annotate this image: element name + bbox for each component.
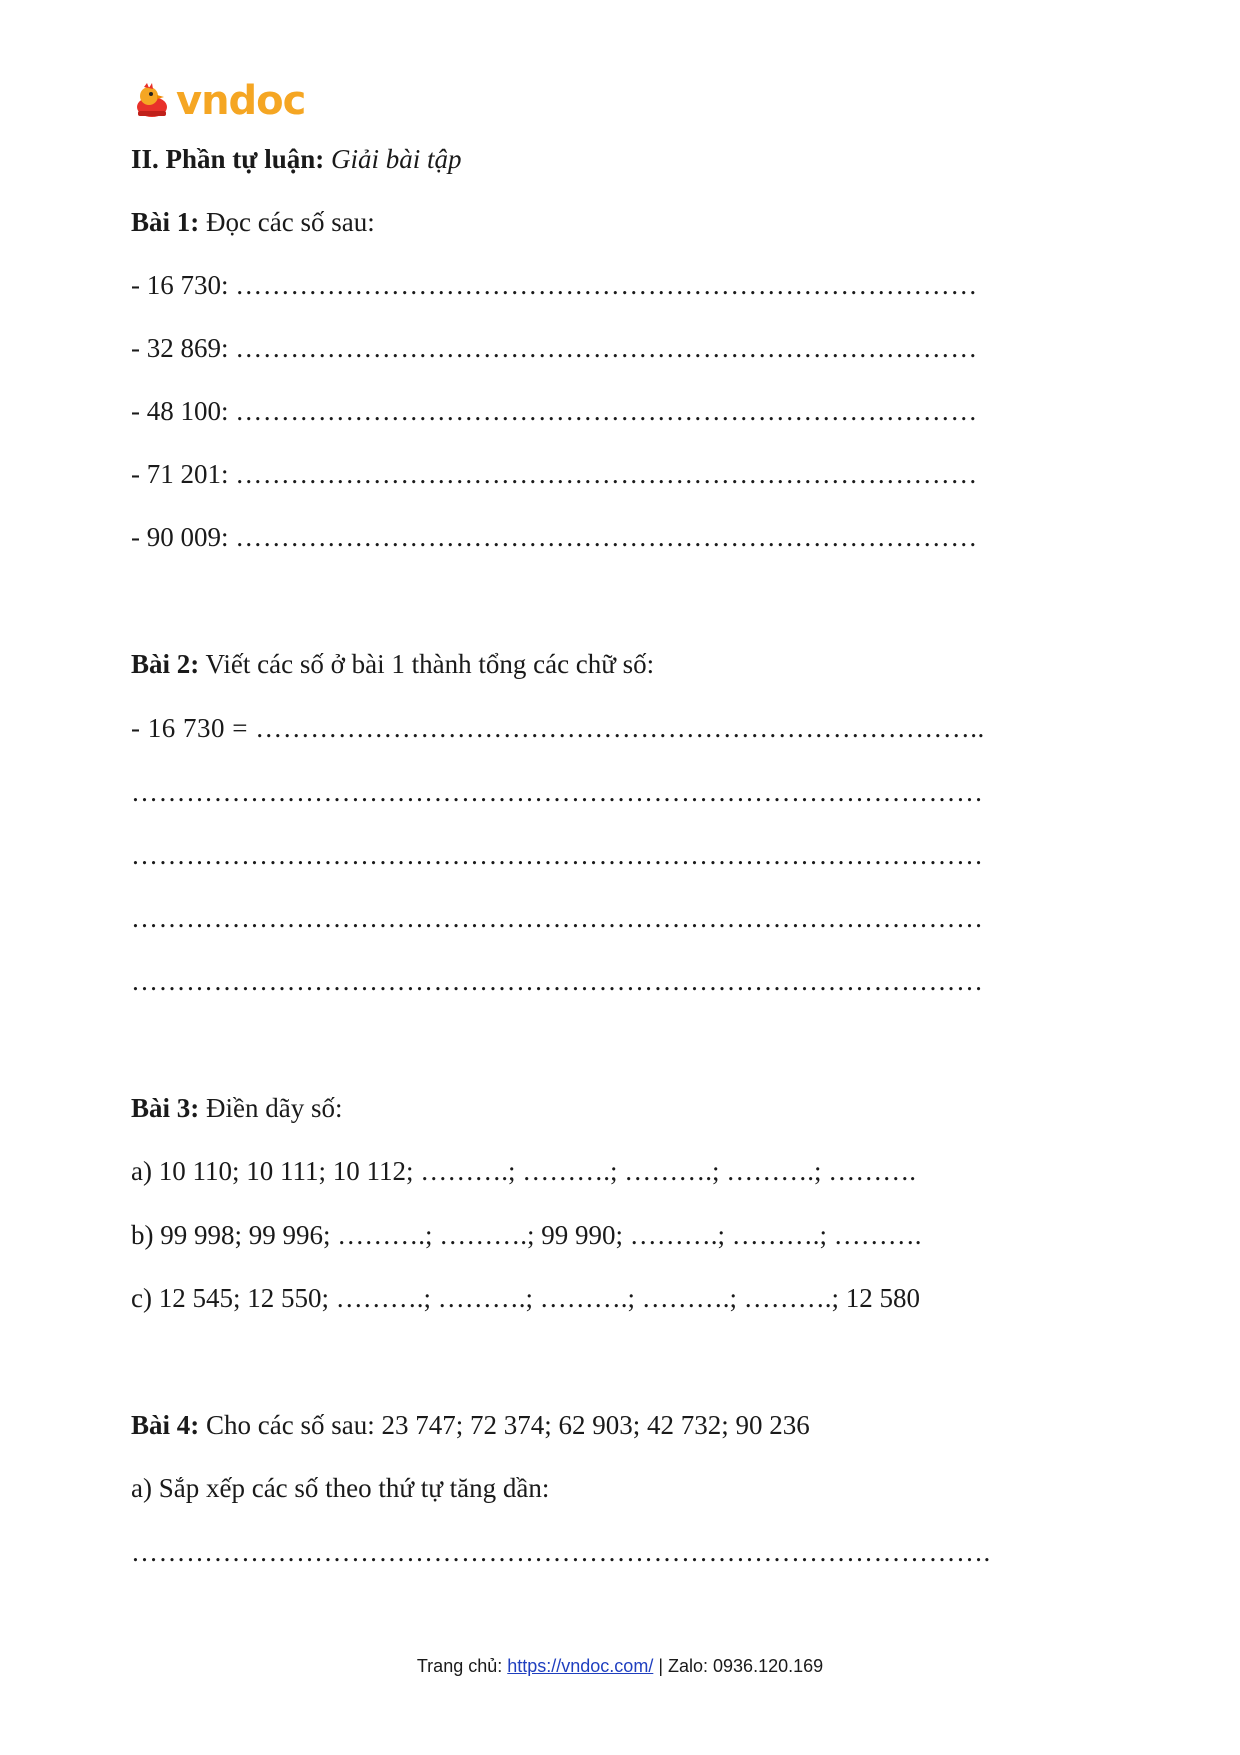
bai3-heading <box>131 1091 343 1125</box>
answer-blank[interactable]: ……………………………………………………………………… <box>235 396 978 426</box>
sequence-line[interactable]: c) 12 545; 12 550; ……….; ……….; ……….; ……….; ……….; 12 580 <box>131 1283 920 1313</box>
rooster-mascot-icon <box>132 81 172 121</box>
bai3-label: Bài 3: <box>131 1093 200 1123</box>
logo-wordmark: vndoc <box>176 78 306 124</box>
bai4-part-a: a) Sắp xếp các số theo thứ tự tăng dần: <box>131 1473 550 1503</box>
bai4-instruction: Cho các số sau: 23 747; 72 374; 62 903; 42 732; 90 236 <box>199 1410 810 1440</box>
bai1-item <box>131 268 978 302</box>
bai4-heading <box>131 1408 810 1442</box>
section-title: II. Phần tự luận: <box>131 144 325 174</box>
bai1-item <box>131 331 978 365</box>
bai1-item <box>131 394 978 428</box>
answer-blank[interactable]: ………………………………………………………………………………… <box>131 966 984 996</box>
answer-blank[interactable]: …………………………………………………………………………………. <box>131 1537 991 1567</box>
bai1-item-number: - 32 869: <box>131 333 236 363</box>
bai2-label: Bài 2: <box>131 649 200 679</box>
section-heading <box>131 142 462 176</box>
footer-prefix: Trang chủ: <box>416 1656 508 1676</box>
bai1-item-number: - 90 009: <box>131 522 236 552</box>
answer-blank[interactable]: ……………………………………………………………………… <box>235 459 978 489</box>
answer-blank[interactable]: ………………………………………………………………………………… <box>131 903 984 933</box>
bai1-item <box>131 520 978 554</box>
page-footer <box>0 1656 1240 1677</box>
answer-blank[interactable]: ………………………………………………………………………………… <box>131 840 984 870</box>
answer-blank[interactable]: ……………………………………………………………………… <box>235 333 978 363</box>
bai1-instruction: Đọc các số sau: <box>199 207 375 237</box>
answer-blank[interactable]: - 16 730 = …………………………………………………………………….. <box>131 713 985 743</box>
bai1-item-number: - 16 730: <box>131 270 236 300</box>
bai1-item <box>131 457 978 491</box>
bai4-label: Bài 4: <box>131 1410 200 1440</box>
bai2-heading <box>131 647 654 681</box>
bai1-label: Bài 1: <box>131 207 200 237</box>
bai1-item-number: - 71 201: <box>131 459 236 489</box>
vndoc-logo[interactable] <box>132 76 305 126</box>
bai1-heading <box>131 205 375 239</box>
answer-blank[interactable]: ……………………………………………………………………… <box>235 270 978 300</box>
bai3-instruction: Điền dãy số: <box>199 1093 343 1123</box>
footer-zalo: | Zalo: 0936.120.169 <box>653 1656 824 1676</box>
sequence-line[interactable]: a) 10 110; 10 111; 10 112; ……….; ……….; ……….; ……….; ………. <box>131 1156 916 1186</box>
answer-blank[interactable]: ……………………………………………………………………… <box>235 522 978 552</box>
sequence-line[interactable]: b) 99 998; 99 996; ……….; ……….; 99 990; ……….; ……….; ………. <box>131 1220 922 1250</box>
homepage-link[interactable]: https://vndoc.com/ <box>507 1656 654 1676</box>
section-subtitle: Giải bài tập <box>331 144 462 174</box>
answer-blank[interactable]: ………………………………………………………………………………… <box>131 777 984 807</box>
bai2-instruction: Viết các số ở bài 1 thành tổng các chữ số: <box>199 649 655 679</box>
bai1-item-number: - 48 100: <box>131 396 236 426</box>
